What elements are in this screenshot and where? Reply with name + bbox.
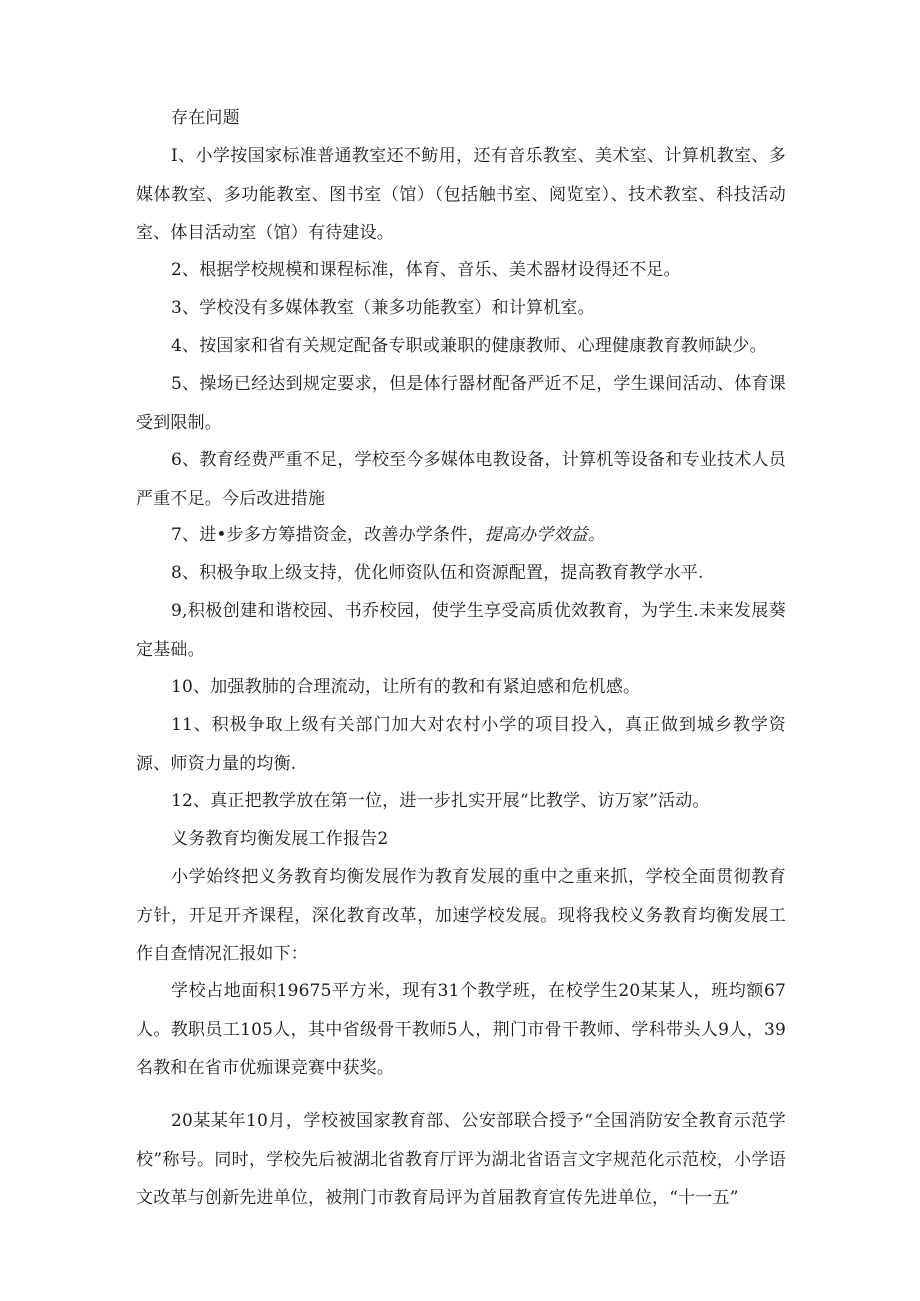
list-item: 9,积极创建和谐校园、书乔校园，使学生享受高质优效教育，为学生.未来发展葵定基础。 bbox=[136, 601, 786, 660]
list-item: 4、按国家和省有关规定配备专职或兼职的健康教师、心理健康教育教师缺少。 bbox=[171, 336, 767, 356]
list-item-text: 7、进•步多方筹措资金，改善办学条件， bbox=[171, 525, 485, 545]
list-item: 3、学校没有多媒体教室（兼多功能教室）和计算机室。 bbox=[171, 298, 595, 318]
list-item: 10、加强教肺的合理流动，让所有的教和有紧迫感和危机感。 bbox=[171, 677, 641, 697]
list-item: 8、积极争取上级支持，优化师资队伍和资源配置，提高教育教学水平. bbox=[171, 563, 704, 583]
list-item: 5、操场已经达到规定要求，但是体行器材配备严近不足，学生课间活动、体育课受到限制。 bbox=[136, 374, 786, 433]
body-paragraph: 学校占地面积19675平方米，现有31个教学班，在校学生20某某人，班均额67人。教职员工105人，其中省级骨干教师5人，荆门市骨干教师、学科带头人9人，39名教和在省市优痂课竞赛中获奖。 bbox=[136, 981, 786, 1078]
list-item: I、小学按国家标准普通教室还不鲂用，还有音乐教室、美术室、计算机教室、多媒体教室、多功能教室、图书室（馆）（包括触书室、阅览室）、技术教室、科技活动室、体目活动室（馆）有待建设。 bbox=[136, 146, 786, 243]
section-heading-problems: 存在问题 bbox=[171, 108, 240, 128]
list-item: 12、真正把教学放在第一位，进一步扎实开展“比教学、访万家”活动。 bbox=[171, 791, 710, 811]
list-item: 6、教育经费严重不足，学校至今多媒体电教设备，计算机等设备和专业技术人员严重不足。今后改进措施 bbox=[136, 450, 786, 509]
body-paragraph: 20某某年10月，学校被国家教育部、公安部联合授予“全国消防安全教育示范学校”称号。同时，学校先后被湖北省教育厅评为湖北省语言文字规范化示范校，小学语文改革与创新先进单位，被荆门市教育局评为首届教育宣传先进单位，“十一五” bbox=[136, 1111, 786, 1208]
body-paragraph: 小学始终把义务教育均衡发展作为教育发展的重中之重来抓，学校全面贯彻教育方针，开足开齐课程，深化教育改革，加速学校发展。现将我校义务教育均衡发展工作自查情况汇报如下： bbox=[136, 867, 786, 964]
list-item: 11、积极争取上级有关部门加大对农村小学的项目投入，真正做到城乡教学资源、师资力量的均衡. bbox=[136, 715, 786, 774]
list-item-italic-text: 提高办学效益。 bbox=[484, 525, 606, 545]
section-heading-report: 义务教育均衡发展工作报告2 bbox=[171, 829, 389, 849]
list-item: 2、根据学校规模和课程标准，体育、音乐、美术器材设得还不足。 bbox=[171, 260, 681, 280]
list-item bbox=[136, 516, 786, 555]
